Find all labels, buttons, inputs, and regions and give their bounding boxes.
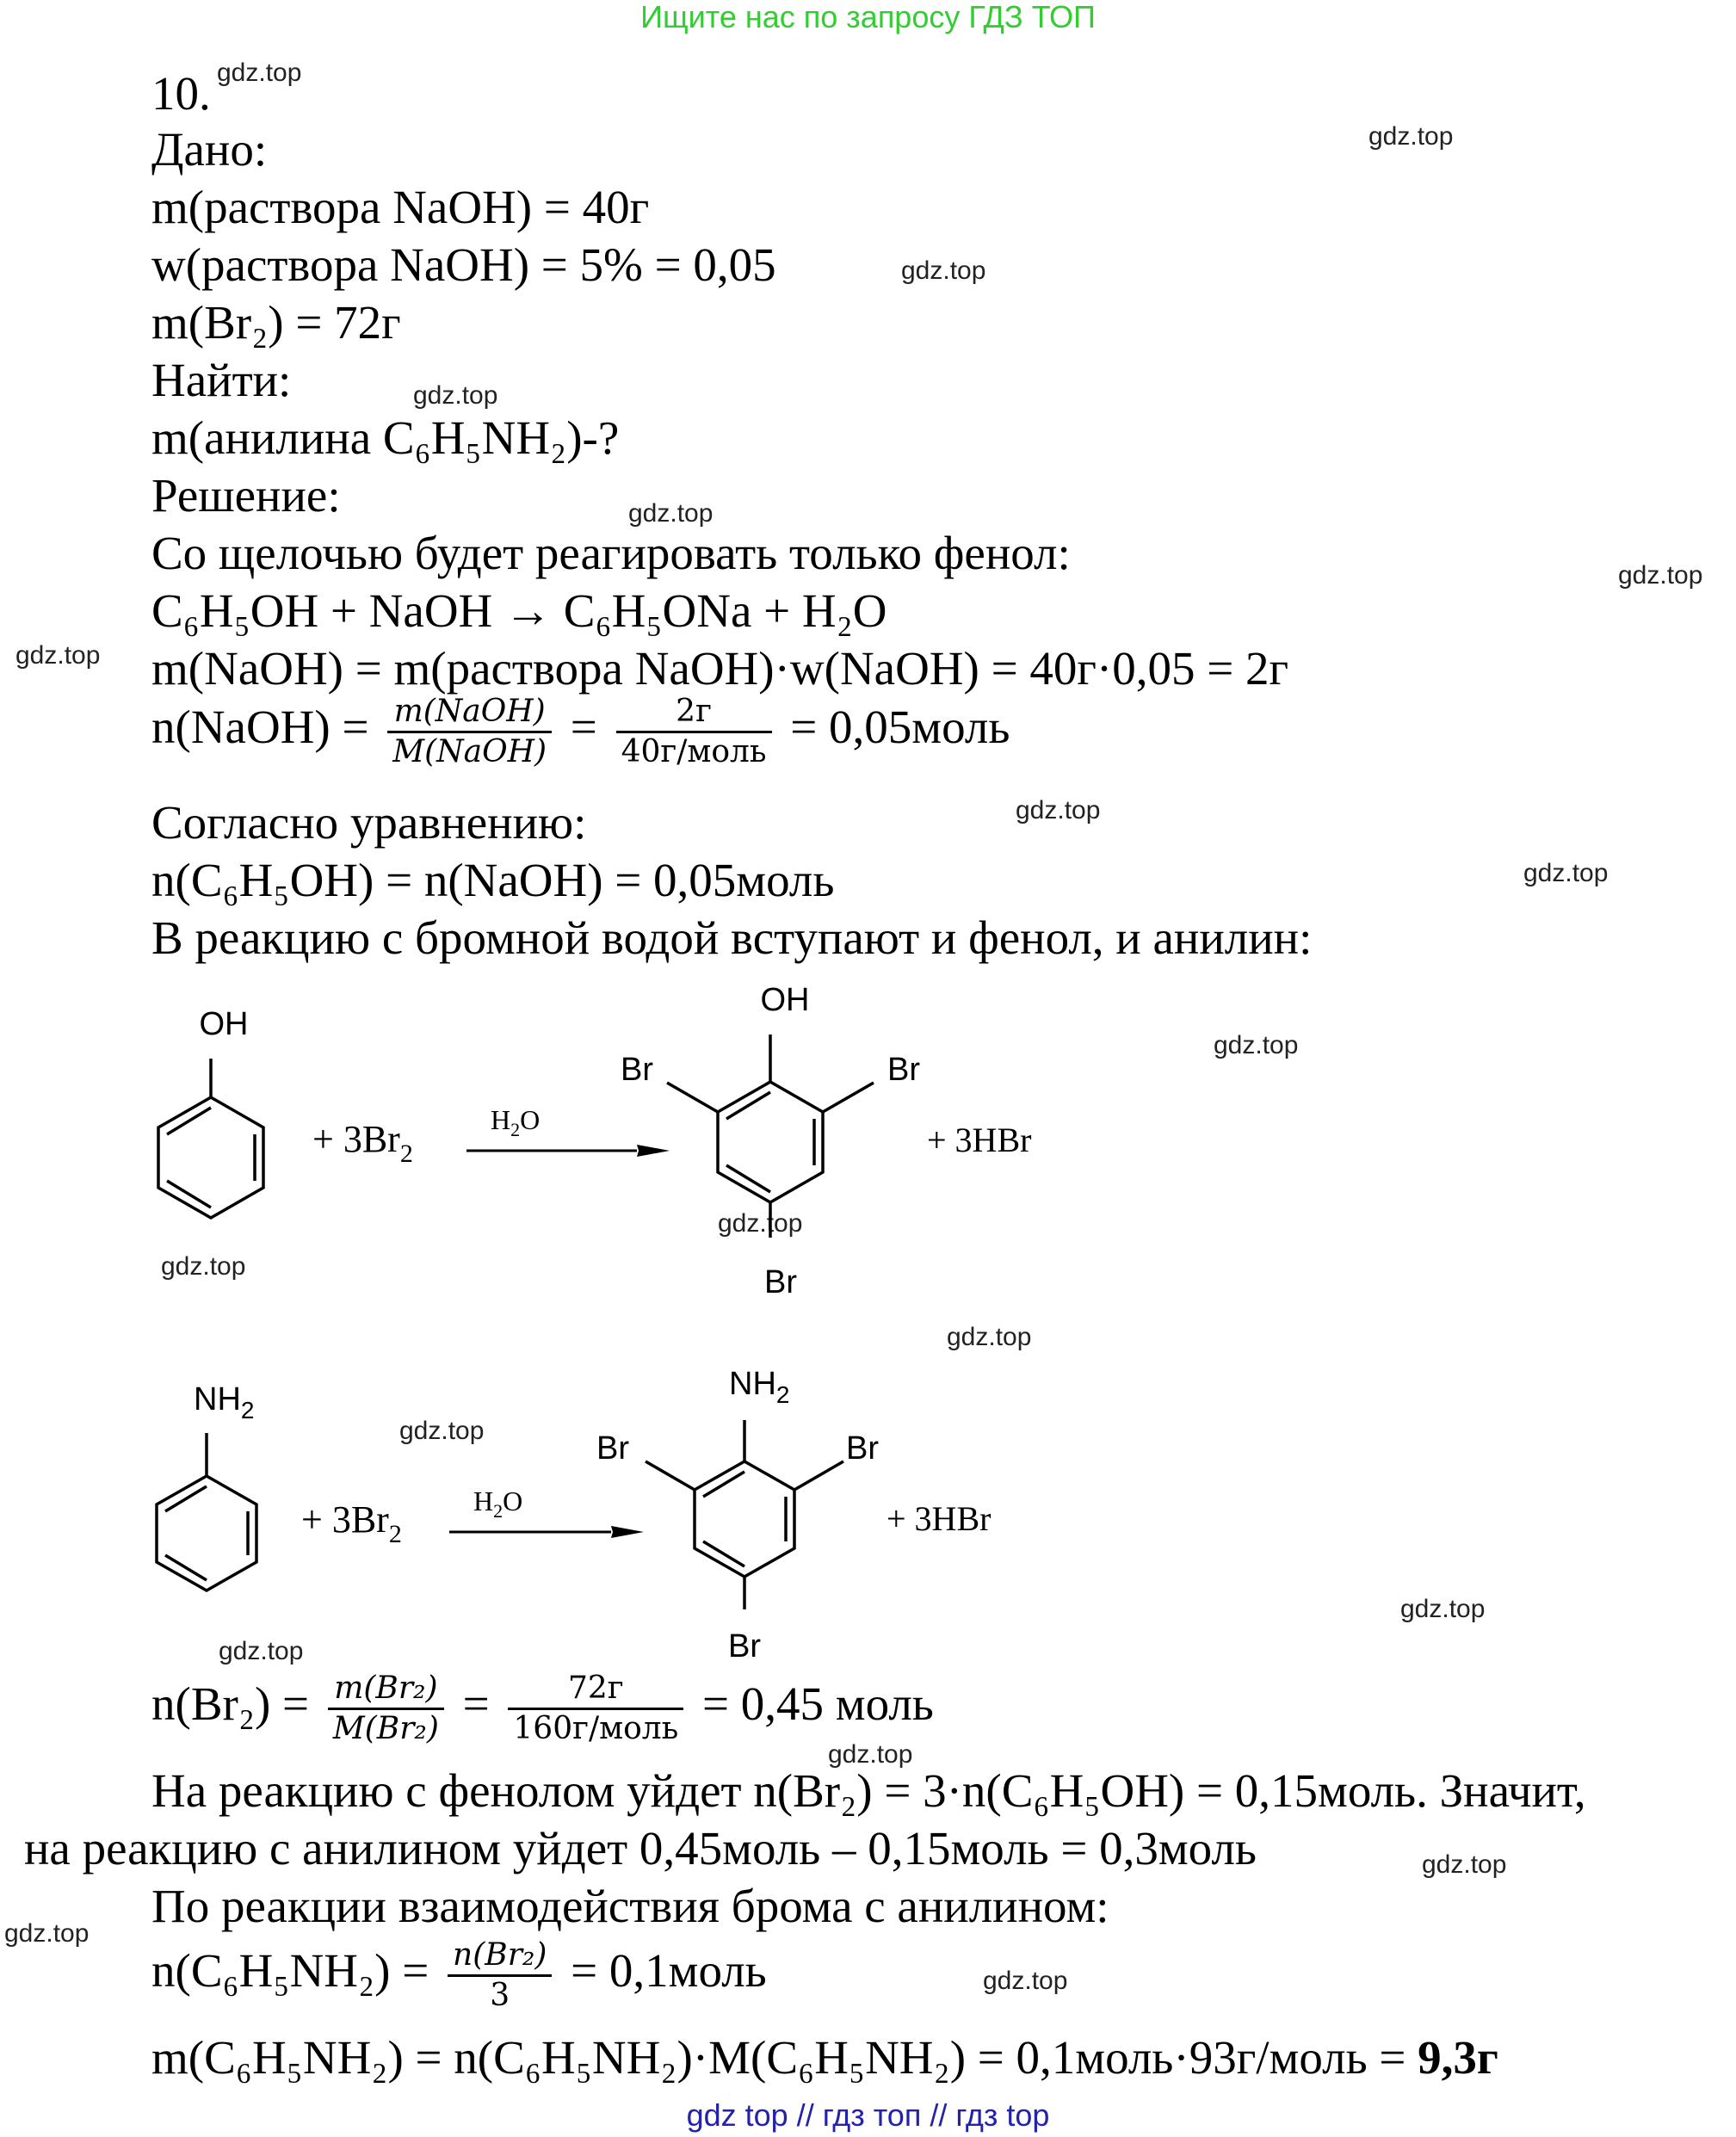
watermark: gdz.top — [219, 1637, 304, 1665]
numerator: m(Br₂) — [328, 1670, 444, 1710]
rhs: = 0,1моль — [571, 1944, 767, 1998]
watermark: gdz.top — [1368, 122, 1454, 151]
equation-line: C₆H₅OH + NaOH → C₆H₅ONa + H₂O — [151, 584, 887, 637]
watermark: gdz.top — [718, 1209, 803, 1238]
watermark: gdz.top — [4, 1919, 90, 1948]
br-label: Br — [764, 1264, 797, 1300]
find-line: m(анилина C₆H₅NH₂)-? — [151, 411, 620, 464]
solution-label: Решение: — [151, 469, 341, 522]
bottom-banner: gdz top // гдз топ // гдз top — [686, 2097, 1050, 2133]
solution-line: m(NaOH) = m(раствора NaOH)·w(NaOH) = 40г·0,05 = 2г — [151, 642, 1289, 695]
fraction — [508, 1670, 683, 1748]
lhs: n(NaOH) = — [151, 701, 369, 754]
phenol-oh-label: OH — [199, 1006, 249, 1042]
condition-label: $H_2O$ — [473, 1485, 523, 1522]
phenol-bromination-diagram — [129, 973, 1119, 1308]
denominator: M(Br₂) — [332, 1711, 439, 1746]
numerator: m(NaOH) — [387, 693, 552, 733]
watermark: gdz.top — [947, 1323, 1032, 1351]
br-label: Br — [621, 1052, 653, 1088]
watermark: gdz.top — [399, 1417, 485, 1445]
solution-line: на реакцию с анилином уйдет 0,45моль – 0,15моль = 0,3моль — [24, 1822, 1257, 1875]
br-label: Br — [596, 1430, 629, 1467]
fraction — [616, 693, 772, 771]
watermark: gdz.top — [828, 1740, 913, 1769]
rhs: = 0,45 моль — [702, 1677, 934, 1731]
aniline-bromination-diagram — [129, 1351, 1119, 1678]
answer-expression: m(C₆H₅NH₂) = n(C₆H₅NH₂)·M(C₆H₅NH₂) = 0,1моль·93г/моль = — [151, 2031, 1418, 2084]
fraction — [387, 693, 552, 771]
byproduct-label: + 3HBr — [887, 1499, 992, 1538]
tribromoaniline-structure — [646, 1420, 843, 1609]
answer-line — [151, 2031, 1498, 2085]
reagent-label: + $3Br_2$ — [301, 1498, 402, 1548]
numerator: 72г — [508, 1670, 683, 1710]
fraction-line-naoh — [151, 693, 1010, 771]
watermark: gdz.top — [413, 381, 498, 410]
solution-line: Со щелочью будет реагировать только фенол: — [151, 527, 1071, 579]
watermark: gdz.top — [1618, 561, 1703, 590]
fraction — [448, 1936, 552, 2015]
fraction-line-aniline — [151, 1936, 767, 2015]
watermark: gdz.top — [901, 256, 986, 285]
solution-line: В реакцию с бромной водой вступают и фенол, и анилин: — [151, 911, 1313, 964]
watermark: gdz.top — [983, 1967, 1068, 1995]
lhs: n(C₆H₅NH₂) = — [151, 1944, 429, 1998]
watermark: gdz.top — [15, 641, 101, 670]
fraction — [328, 1670, 444, 1748]
watermark: gdz.top — [1523, 859, 1609, 887]
given-line: m(Br₂) = 72г — [151, 296, 401, 349]
given-label: Дано: — [151, 123, 268, 176]
lhs: n(Br₂) = — [151, 1677, 310, 1731]
solution-line: Согласно уравнению: — [151, 796, 587, 849]
fraction-line-br2 — [151, 1670, 934, 1748]
given-line: m(раствора NaOH) = 40г — [151, 181, 650, 233]
solution-line: На реакцию с фенолом уйдет n(Br₂) = 3·n(C₆H₅OH) = 0,15моль. Значит, — [151, 1764, 1586, 1817]
watermark: gdz.top — [161, 1252, 246, 1281]
watermark: gdz.top — [628, 499, 714, 528]
given-line: w(раствора NaOH) = 5% = 0,05 — [151, 238, 776, 291]
watermark: gdz.top — [1400, 1595, 1486, 1623]
solution-line: n(C₆H₅OH) = n(NaOH) = 0,05моль — [151, 854, 835, 906]
problem-number: 10. — [151, 67, 211, 120]
aniline-nh2-label: $NH_2$ — [194, 1381, 255, 1424]
reagent-label: + $3Br_2$ — [312, 1118, 413, 1168]
equals: = — [462, 1677, 490, 1731]
watermark: gdz.top — [1214, 1031, 1299, 1059]
denominator: M(NaOH) — [392, 734, 547, 769]
watermark: gdz.top — [217, 59, 302, 87]
br-label: Br — [887, 1052, 920, 1088]
equals: = — [570, 701, 597, 754]
top-banner: Ищите нас по запросу ГДЗ ТОП — [640, 0, 1096, 34]
denominator: 3 — [490, 1978, 510, 2013]
tribromophenol-structure — [667, 1035, 874, 1238]
watermark: gdz.top — [1422, 1850, 1507, 1879]
product-oh-label: OH — [760, 982, 810, 1018]
byproduct-label: + 3HBr — [927, 1121, 1032, 1159]
solution-line: По реакции взаимодействия брома с анилином: — [151, 1880, 1109, 1932]
answer-value: 9,3г — [1418, 2031, 1498, 2084]
rhs: = 0,05моль — [790, 701, 1010, 754]
condition-label: $H_2O$ — [491, 1104, 541, 1140]
numerator: n(Br₂) — [448, 1936, 552, 1977]
product-nh2-label: $NH_2$ — [729, 1366, 790, 1408]
br-label: Br — [728, 1628, 761, 1665]
numerator: 2г — [616, 693, 772, 733]
denominator: 40г/моль — [621, 734, 767, 769]
denominator: 160г/моль — [513, 1711, 679, 1746]
find-label: Найти: — [151, 354, 292, 406]
watermark: gdz.top — [1016, 796, 1101, 825]
br-label: Br — [846, 1430, 879, 1467]
